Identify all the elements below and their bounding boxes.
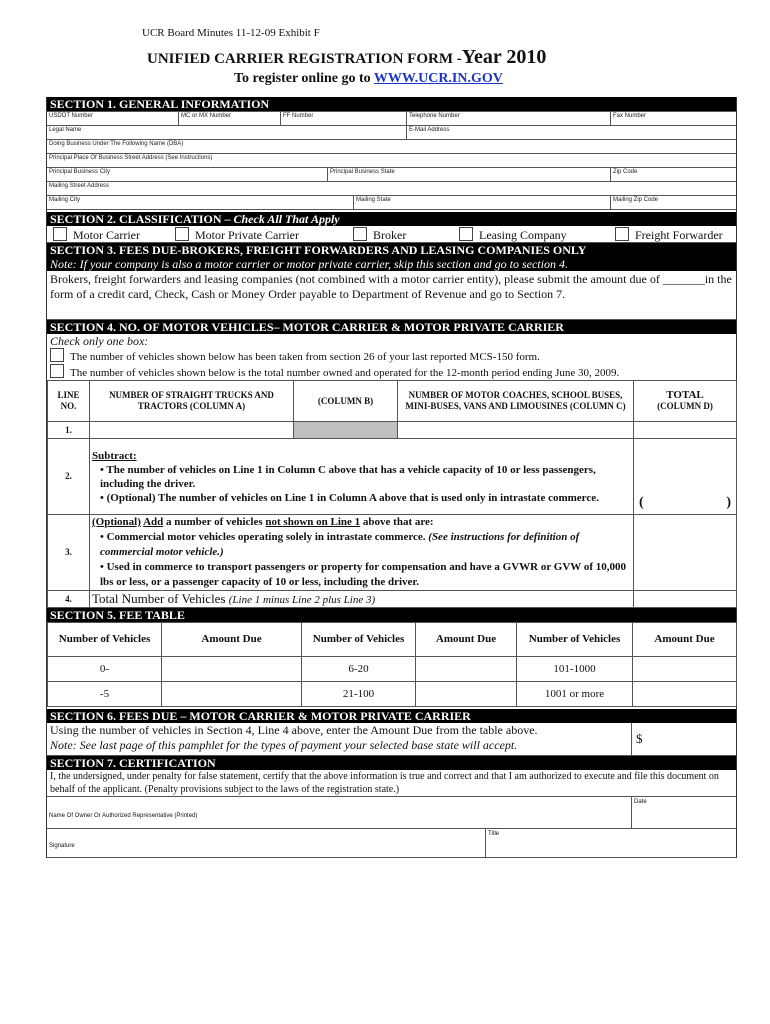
section3-heading: SECTION 3. FEES DUE-BROKERS, FREIGHT FORWARDERS AND LEASING COMPANIES ONLY (47, 243, 736, 257)
checkbox-icon[interactable] (175, 227, 189, 241)
option1-text: The number of vehicles shown below has been taken from section 26 of your last reported MCS-150 form. (70, 351, 540, 363)
printed-name-field[interactable] (47, 797, 627, 828)
line4-col-d[interactable] (634, 591, 737, 608)
class-motor-private-label: Motor Private Carrier (195, 228, 299, 242)
section3-note: Note: If your company is also a motor carrier or motor private carrier, skip this section and go to section 4. (47, 257, 736, 271)
section6-text (47, 723, 629, 755)
fee-h-amt2: Amount Due (416, 623, 517, 657)
register-link[interactable]: WWW.UCR.IN.GOV (373, 71, 503, 86)
add-bullet-1-text: Commercial motor vehicles operating solely in intrastate commerce. (106, 531, 426, 543)
add-bullet-1: • Commercial motor vehicles operating solely in intrastate commerce. (See instructions for definition of commercial motor vehicle.) (100, 531, 580, 558)
paren-close: ) (726, 495, 731, 510)
line2-content (90, 439, 634, 515)
add-bullet-2-text: Used in commerce to transport passengers or property for compensation and have a GVWR or GVW of 10,000 lbs or less, or a passenger capacity of 10 or less, including the driver. (100, 561, 627, 588)
line4-content (90, 591, 634, 608)
s1-row1 (47, 111, 736, 126)
s1-row4 (47, 154, 736, 168)
checkbox-icon[interactable] (615, 227, 629, 241)
date-label: Date (634, 799, 647, 805)
form-year: Year 2010 (461, 46, 547, 68)
fee-r1-amt1 (162, 657, 302, 682)
class-leasing-label: Leasing Company (479, 228, 567, 242)
subtract-bullet-2-text: (Optional) The number of vehicles on Line 1 in Column A above that is used only in intrastate commerce. (106, 491, 599, 504)
fee-h-num3: Number of Vehicles (517, 623, 633, 657)
line2-number: 2. (48, 439, 90, 515)
subtract-bullet-1: • The number of vehicles on Line 1 in Column C above that has a vehicle capacity of 10 or less passengers, including the driver. (100, 463, 596, 490)
option1-row[interactable] (47, 348, 736, 364)
line1-number: 1. (48, 422, 90, 439)
line3-col-d[interactable] (634, 515, 737, 591)
s1-row7 (47, 196, 736, 210)
ucr-form (46, 97, 737, 858)
col-b-header: (COLUMN B) (294, 381, 398, 422)
dollar-sign: $ (636, 731, 643, 746)
section6-note: Note: See last page of this pamphlet for the types of payment your selected base state will accept. (50, 738, 518, 752)
fee-r2-amt3 (633, 682, 737, 707)
subtract-bullet-1-text: The number of vehicles on Line 1 in Column C above that has a vehicle capacity of 10 or less passengers, including the driver. (100, 463, 596, 490)
add-under: not shown on Line 1 (265, 516, 361, 528)
section1-heading: SECTION 1. GENERAL INFORMATION (47, 97, 736, 111)
section7-body: I, the undersigned, under penalty for false statement, certify that the above information is true and correct and that I am authorized to execute and file this document on behalf of the applicant. (Penalty provisions subject to the laws of the registration state.) (50, 771, 719, 795)
title-label: Title (488, 831, 500, 837)
s1-row3 (47, 140, 736, 154)
s7-row2 (47, 829, 736, 858)
col-a-header: NUMBER OF STRAIGHT TRUCKS AND TRACTORS (COLUMN A) (90, 381, 294, 422)
total-formula: (Line 1 minus Line 2 plus Line 3) (228, 594, 376, 606)
legal-name-field[interactable]: Legal Name (49, 127, 82, 133)
add-mid: a number of vehicles (166, 516, 263, 528)
mailing-street-field[interactable]: Mailing Street Address (49, 183, 110, 189)
line1-col-b (294, 422, 398, 439)
line2-paren-wrap (635, 495, 735, 513)
line3-number: 3. (48, 515, 90, 591)
section6-body-row (47, 723, 736, 756)
checkbox-icon[interactable] (50, 348, 64, 362)
register-line (234, 71, 503, 87)
total-label: Total Number of Vehicles (92, 591, 226, 606)
class-motor-carrier-label: Motor Carrier (73, 228, 140, 242)
fee-r1-amt3 (633, 657, 737, 682)
fee-h-amt3: Amount Due (633, 623, 737, 657)
line4-number: 4. (48, 591, 90, 608)
section6-heading: SECTION 6. FEES DUE – MOTOR CARRIER & MOTOR PRIVATE CARRIER (47, 709, 736, 723)
option2-text: The number of vehicles shown below is the total number owned and operated for the 12-month period ending June 30, 2009. (70, 367, 620, 379)
form-title (147, 46, 546, 69)
subtract-bullet-2: • (Optional) The number of vehicles on Line 1 in Column A above that is used only in intrastate commerce. (100, 491, 599, 504)
s1-row5 (47, 168, 736, 182)
section2-heading-italic: Check All That Apply (233, 212, 340, 226)
section2-heading (47, 212, 736, 226)
mc-field[interactable]: MC or MX Number (178, 112, 281, 125)
fee-r2-amt1 (162, 682, 302, 707)
col-d-header (634, 381, 737, 422)
fee-header-row (48, 623, 737, 657)
add-bullet-1-italic: (See instructions for definition of commercial motor vehicle.) (100, 531, 580, 558)
option2-row[interactable] (47, 364, 736, 380)
fee-r1c3: 101-1000 (517, 657, 633, 682)
s1-row6 (47, 182, 736, 196)
classification-row (47, 226, 736, 243)
signature-label: Signature (49, 843, 75, 849)
fee-h-amt: Amount Due (162, 623, 302, 657)
principal-city-field[interactable]: Principal Business City (49, 169, 111, 175)
col-d-title: TOTAL (666, 389, 704, 401)
email-field[interactable]: E-Mail Address (406, 126, 735, 139)
checkbox-icon[interactable] (53, 227, 67, 241)
line2-row (48, 439, 737, 515)
principal-state-field[interactable]: Principal Business State (327, 168, 612, 181)
s7-row1 (47, 796, 736, 829)
line1-col-c[interactable] (398, 422, 634, 439)
zip-field[interactable]: Zip Code (610, 168, 735, 181)
fee-h-num: Number of Vehicles (48, 623, 162, 657)
paren-open: ( (639, 495, 644, 510)
line1-col-a[interactable] (90, 422, 294, 439)
section5-heading: SECTION 5. FEE TABLE (47, 608, 736, 622)
checkbox-icon[interactable] (459, 227, 473, 241)
mailing-city-field[interactable]: Mailing City (49, 197, 81, 203)
class-freight-label: Freight Forwarder (635, 228, 723, 242)
fee-r1c2: 6-20 (302, 657, 416, 682)
checkbox-icon[interactable] (353, 227, 367, 241)
mailing-state-field[interactable]: Mailing State (353, 196, 612, 209)
fee-h-num2: Number of Vehicles (302, 623, 416, 657)
fee-row-2 (48, 682, 737, 707)
telephone-field[interactable]: Telephone Number (406, 112, 611, 125)
section6-amount-field[interactable] (631, 723, 736, 755)
principal-address-field[interactable]: Principal Place Of Business Street Address (See Instructions) (49, 155, 213, 161)
class-motor-carrier[interactable] (53, 227, 140, 243)
fee-row-1 (48, 657, 737, 682)
add-optional: (Optional) (92, 516, 141, 528)
line4-row (48, 591, 737, 608)
s1-row2 (47, 126, 736, 140)
checkbox-icon[interactable] (50, 364, 64, 378)
class-leasing-company[interactable] (459, 227, 567, 243)
fee-r1c1: 0- (48, 657, 162, 682)
subtract-label: Subtract: (92, 449, 137, 462)
class-freight-forwarder[interactable] (615, 227, 723, 243)
fee-r2c1: -5 (48, 682, 162, 707)
section6-body: Using the number of vehicles in Section 4, Line 4 above, enter the Amount Due from the table above. (50, 723, 538, 737)
col-d-sub: (COLUMN D) (657, 401, 713, 411)
class-broker[interactable] (353, 227, 406, 243)
line3-row (48, 515, 737, 591)
dba-field[interactable]: Doing Business Under The Following Name (DBA) (49, 141, 184, 147)
line3-content (90, 515, 634, 591)
section2-heading-text: SECTION 2. CLASSIFICATION – (50, 212, 231, 226)
add-line (92, 515, 631, 530)
form-title-text: UNIFIED CARRIER REGISTRATION FORM - (147, 51, 462, 67)
exhibit-note: UCR Board Minutes 11-12-09 Exhibit F (142, 27, 320, 39)
mailing-zip-field[interactable]: Mailing Zip Code (610, 196, 735, 209)
vehicles-header-row (48, 381, 737, 422)
fee-r2c2: 21-100 (302, 682, 416, 707)
fee-r1-amt2 (416, 657, 517, 682)
fee-table (47, 622, 737, 707)
title-field[interactable] (485, 829, 736, 857)
col-line-header: LINE NO. (48, 381, 90, 422)
date-field[interactable] (631, 797, 736, 828)
class-motor-private-carrier[interactable] (175, 227, 299, 243)
usdot-field[interactable]: USDOT Number (49, 113, 93, 119)
register-prefix: To register online go to (234, 71, 371, 86)
printed-name-label: Name Of Owner Or Authorized Representative (Printed) (49, 813, 198, 819)
add-bullet-2: • Used in commerce to transport passengers or property for compensation and have a GVWR or GVW of 10,000 lbs or less, or a passenger capacity of 10 or less, including the driver. (100, 561, 627, 588)
line1-col-d[interactable] (634, 422, 737, 439)
line2-col-d[interactable] (634, 439, 737, 515)
section4-heading: SECTION 4. NO. OF MOTOR VEHICLES– MOTOR CARRIER & MOTOR PRIVATE CARRIER (47, 320, 736, 334)
section7-heading: SECTION 7. CERTIFICATION (47, 756, 736, 770)
fax-field[interactable]: Fax Number (610, 112, 735, 125)
section3-body: Brokers, freight forwarders and leasing companies (not combined with a motor carrier entity), please submit the amount due of _______in the form of a credit card, Check, Cash or Money Order payable to Department of Revenue and go to Section 7. (47, 271, 736, 320)
check-one-label: Check only one box: (50, 334, 149, 348)
fee-r2c3: 1001 or more (517, 682, 633, 707)
ff-field[interactable]: FF Number (280, 112, 409, 125)
vehicles-table (47, 380, 737, 608)
signature-field[interactable] (47, 829, 481, 857)
line1-row (48, 422, 737, 439)
add-word: Add (143, 516, 164, 528)
col-c-header: NUMBER OF MOTOR COACHES, SCHOOL BUSES, MINI-BUSES, VANS AND LIMOUSINES (COLUMN C) (398, 381, 634, 422)
add-end: above that are: (362, 516, 434, 528)
class-broker-label: Broker (373, 228, 407, 242)
fee-r2-amt2 (416, 682, 517, 707)
